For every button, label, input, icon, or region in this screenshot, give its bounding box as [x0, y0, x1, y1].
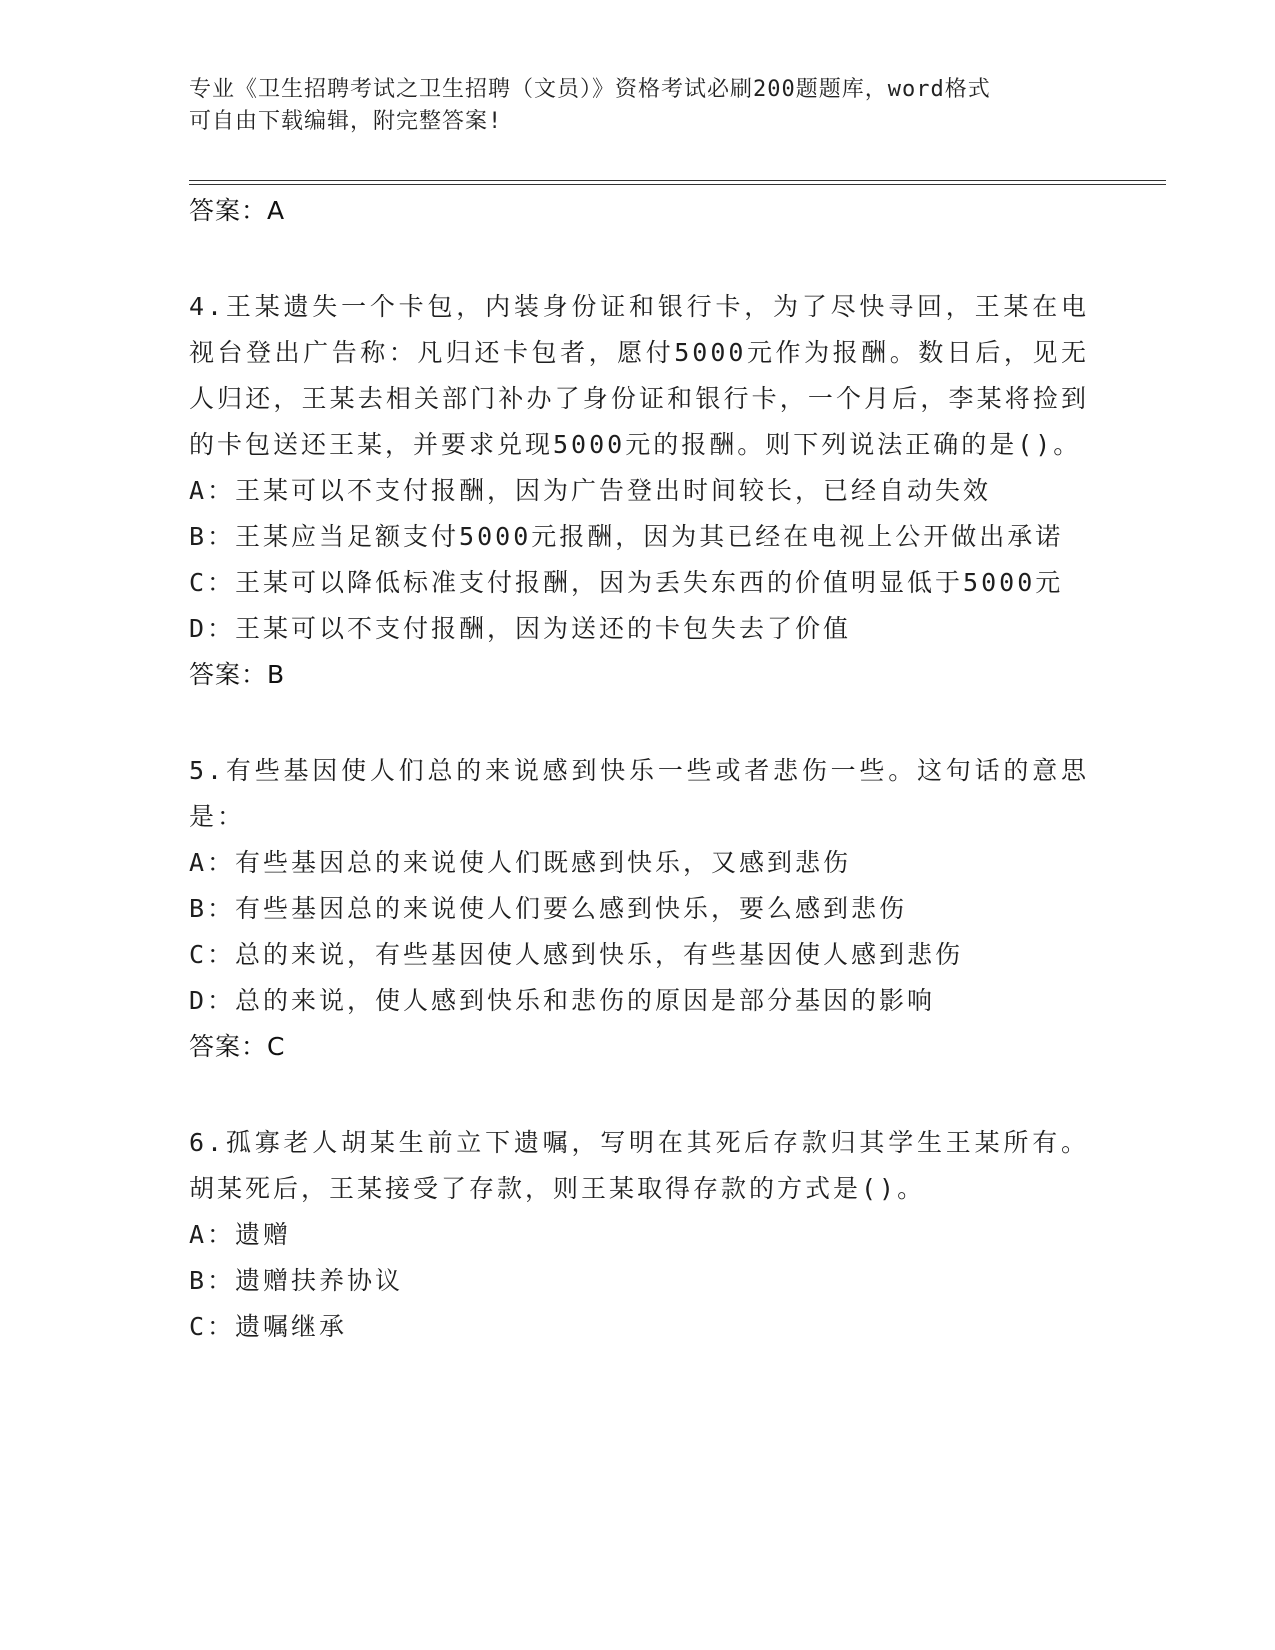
- question-4: [189, 284, 1089, 698]
- block-spacer: [189, 234, 1089, 284]
- question-6-text: 6.孤寡老人胡某生前立下遗嘱，写明在其死后存款归其学生王某所有。胡某死后，王某接受了存款，则王某取得存款的方式是()。: [189, 1128, 1089, 1203]
- question-5-option-a: A：有些基因总的来说使人们既感到快乐，又感到悲伤: [189, 848, 852, 877]
- question-list: [189, 188, 1089, 1350]
- question-4-option-c: C：王某可以降低标准支付报酬，因为丢失东西的价值明显低于5000元: [189, 568, 1064, 597]
- question-5-option-c: C：总的来说，有些基因使人感到快乐，有些基因使人感到悲伤: [189, 940, 964, 969]
- question-6-option-c: C：遗嘱继承: [189, 1312, 348, 1341]
- question-6: [189, 1120, 1089, 1350]
- block-spacer: [189, 698, 1089, 748]
- question-5: [189, 748, 1089, 1070]
- block-spacer: [189, 1070, 1089, 1120]
- header-title-line-2: 可自由下载编辑，附完整答案!: [189, 109, 503, 134]
- question-6-option-a: A：遗赠: [189, 1220, 292, 1249]
- question-5-text: 5.有些基因使人们总的来说感到快乐一些或者悲伤一些。这句话的意思是：: [189, 756, 1089, 831]
- question-5-answer: 答案：C: [189, 1032, 286, 1061]
- header-divider-top: [189, 180, 1166, 181]
- question-4-option-b: B：王某应当足额支付5000元报酬，因为其已经在电视上公开做出承诺: [189, 522, 1064, 551]
- header-divider-bottom: [189, 184, 1166, 185]
- question-4-answer: 答案：B: [189, 660, 286, 689]
- question-4-text: 4.王某遗失一个卡包，内装身份证和银行卡，为了尽快寻回，王某在电视台登出广告称：凡归还卡包者，愿付5000元作为报酬。数日后，见无人归还，王某去相关部门补办了身份证和银行卡，一个月后，李某将捡到的卡包送还王某，并要求兑现5000元的报酬。则下列说法正确的是()。: [189, 292, 1089, 459]
- header-title-line-1: 专业《卫生招聘考试之卫生招聘（文员）》资格考试必刷200题题库，word格式: [189, 77, 991, 102]
- question-5-option-d: D：总的来说，使人感到快乐和悲伤的原因是部分基因的影响: [189, 986, 936, 1015]
- question-6-option-b: B：遗赠扶养协议: [189, 1266, 404, 1295]
- question-4-option-d: D：王某可以不支付报酬，因为送还的卡包失去了价值: [189, 614, 852, 643]
- answer-previous: 答案：A: [189, 196, 286, 225]
- document-header: [189, 74, 1089, 138]
- question-4-option-a: A：王某可以不支付报酬，因为广告登出时间较长，已经自动失效: [189, 476, 992, 505]
- question-5-option-b: B：有些基因总的来说使人们要么感到快乐，要么感到悲伤: [189, 894, 908, 923]
